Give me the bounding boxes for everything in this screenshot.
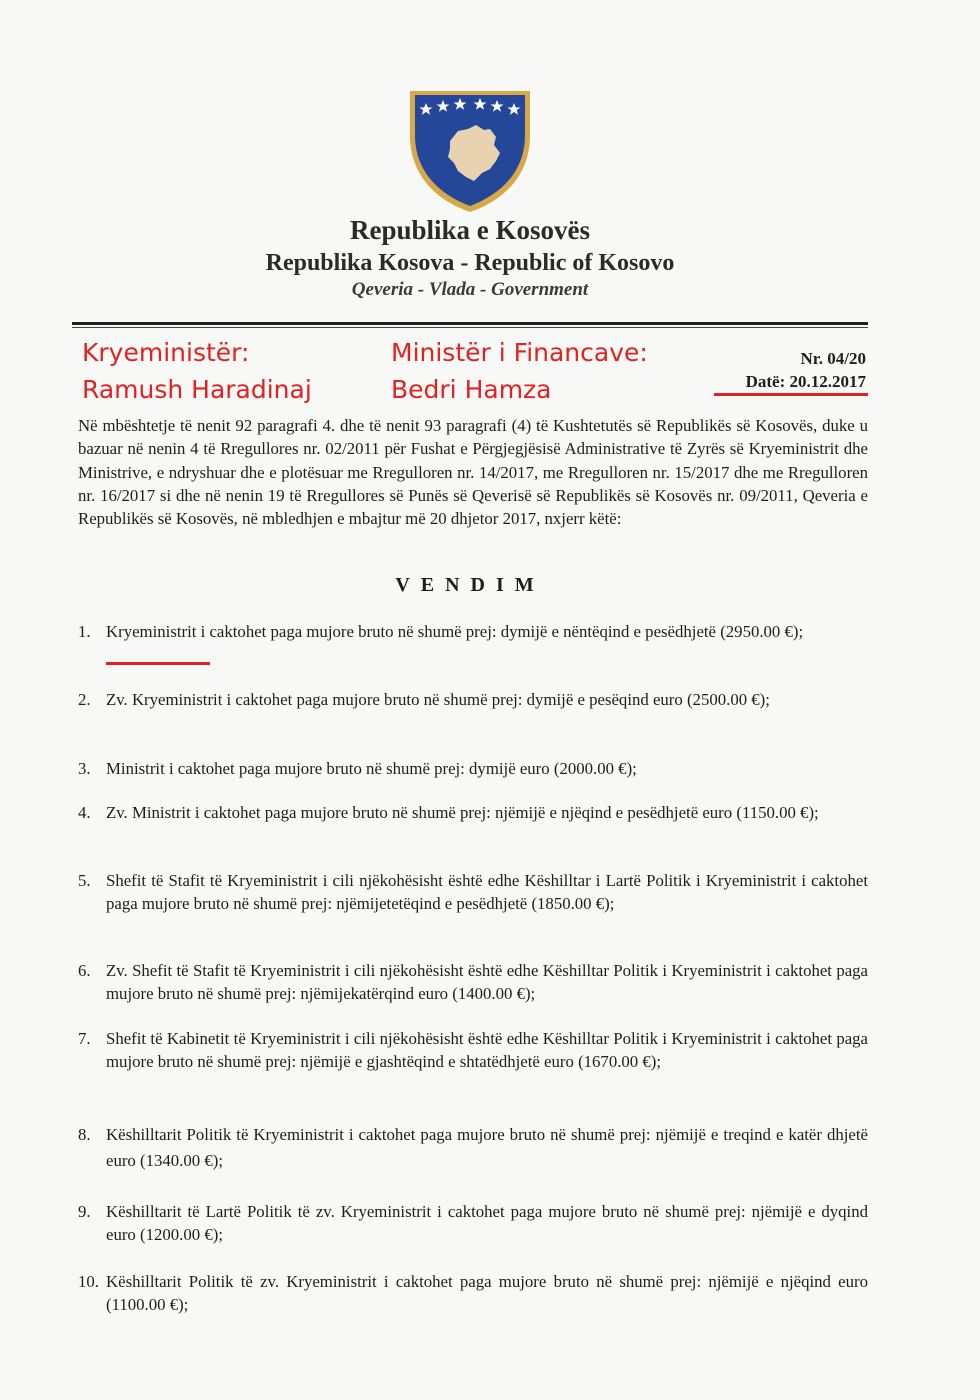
annotation-pm-name: Ramush Haradinaj [82, 375, 312, 404]
list-item-text: Këshilltarit Politik të Kryeministrit i caktohet paga mujore bruto në shumë prej: njëmijë e treqind e katër dhjetë euro (1340.00 €); [106, 1125, 868, 1170]
header-divider [72, 322, 868, 325]
list-item-number: 1. [78, 622, 91, 641]
list-item-number: 6. [78, 961, 91, 980]
date-highlight-underline [714, 393, 868, 396]
list-item [78, 869, 868, 916]
header-government: Qeveria - Vlada - Government [351, 279, 589, 300]
salary-highlight-underline [106, 662, 210, 665]
list-item [78, 801, 868, 824]
kosovo-coat-of-arms-icon [406, 85, 534, 215]
list-item-text: Shefit të Kabinetit të Kryeministrit i cili njëkohësisht është edhe Këshilltar Politik i Kryeministrit i caktohet paga mujore bruto në shumë prej: njëmijë e gjashtëqind e shtatëdhjetë euro (1670.00 €); [106, 1029, 868, 1072]
list-item-number: 5. [78, 871, 91, 890]
list-item-text: Ministrit i caktohet paga mujore bruto në shumë prej: dymijë euro (2000.00 €); [106, 759, 637, 778]
decision-title: VENDIM [395, 574, 545, 596]
list-item [78, 688, 868, 711]
document-number: Nr. 04/20 [800, 349, 866, 368]
list-item-number: 7. [78, 1029, 91, 1048]
list-item [78, 620, 868, 643]
list-item [78, 1122, 868, 1174]
annotation-pm-title: Kryeministër: [82, 338, 250, 367]
intro-paragraph: Në mbështetje të nenit 92 paragrafi 4. dhe të nenit 93 paragrafi (4) të Kushtetutës së Republikës së Kosovës, duke u bazuar në nenin 4 të Rregullores nr. 02/2011 për Fushat e Përgjegjësisë Administrative të Zyrës së Kryeministrit dhe Ministrive, e ndryshuar dhe e plotësuar me Rregulloren nr. 14/2017, me Rregulloren nr. 15/2017 dhe me Rregulloren nr. 16/2017 si dhe në nenin 19 të Rregullores së Punës së Qeverisë së Republikës së Kosovës nr. 09/2011, Qeveria e Republikës së Kosovës, në mbledhjen e mbajtur më 20 dhjetor 2017, nxjerr këtë: [78, 416, 868, 529]
list-item-text: Zv. Shefit të Stafit të Kryeministrit i cili njëkohësisht është edhe Këshilltar Politik i Kryeministrit i caktohet paga mujore bruto në shumë prej: njëmijekatërqind euro (1400.00 €); [106, 961, 868, 1004]
list-item [78, 757, 868, 780]
list-item-number: 8. [78, 1125, 91, 1144]
list-item [78, 1027, 868, 1074]
list-item-number: 10. [78, 1272, 99, 1291]
list-item-number: 4. [78, 803, 91, 822]
list-item-text: Kryeministrit i caktohet paga mujore bruto në shumë prej: dymijë e nëntëqind e pesëdhjetë (2950.00 €); [106, 622, 804, 641]
header-divider-thin [72, 327, 868, 328]
list-item-text: Këshilltarit të Lartë Politik të zv. Kryeministrit i caktohet paga mujore bruto në shumë prej: njëmijë e dyqind euro (1200.00 €); [106, 1202, 868, 1245]
annotation-fm-name: Bedri Hamza [391, 375, 552, 404]
list-item-number: 2. [78, 690, 91, 709]
header-republic-serbian-english: Republika Kosova - Republic of Kosovo [265, 250, 675, 276]
list-item-number: 9. [78, 1202, 91, 1221]
list-item-text: Zv. Kryeministrit i caktohet paga mujore bruto në shumë prej: dymijë e pesëqind euro (2500.00 €); [106, 690, 770, 709]
list-item-text: Këshilltarit Politik të zv. Kryeministrit i caktohet paga mujore bruto në shumë prej: njëmijë e njëqind euro (1100.00 €); [106, 1272, 868, 1315]
list-item [78, 1270, 868, 1317]
list-item [78, 959, 868, 1006]
header-republic-albanian: Republika e Kosovës [349, 215, 591, 245]
annotation-fm-title: Ministër i Financave: [391, 338, 648, 367]
list-item [78, 1200, 868, 1247]
list-item-text: Shefit të Stafit të Kryeministrit i cili njëkohësisht është edhe Këshilltar i Lartë Politik i Kryeministrit i caktohet paga mujore bruto në shumë prej: njëmijetetëqind e pesëdhjetë (1850.00 €); [106, 871, 868, 914]
document-date: Datë: 20.12.2017 [745, 372, 866, 391]
list-item-text: Zv. Ministrit i caktohet paga mujore bruto në shumë prej: njëmijë e njëqind e pesëdhjetë euro (1150.00 €); [106, 803, 819, 822]
list-item-number: 3. [78, 759, 91, 778]
